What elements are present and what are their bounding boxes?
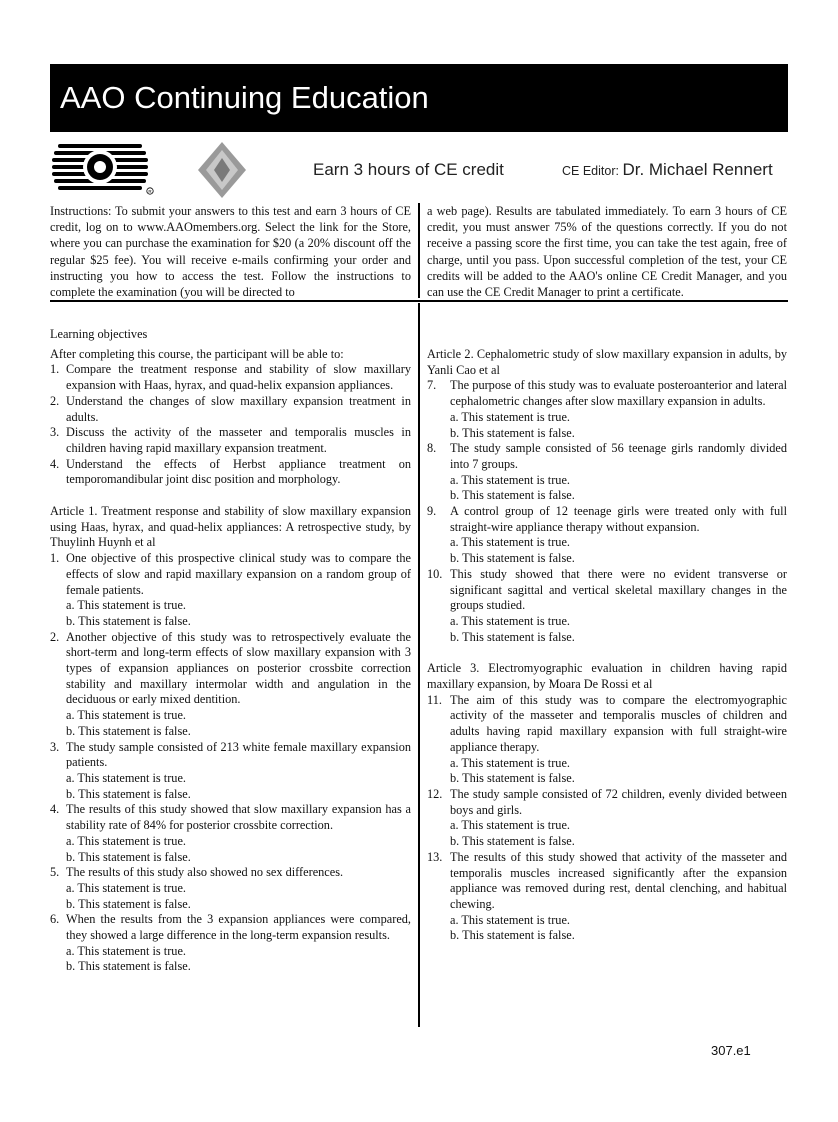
answer-option-b: b. This statement is false. [450,771,575,786]
question-11 [427,693,787,756]
ce-credit-hours: Earn 3 hours of CE credit [313,160,504,179]
objective-text: Understand the changes of slow maxillary expansion treatment in adults. [66,393,411,424]
question-2 [50,630,411,709]
ce-editor [562,160,773,180]
article-2-heading: Article 2. Cephalometric study of slow maxillary expansion in adults, by Yanli Cao et al [427,347,787,377]
question-7 [427,378,787,409]
question-text: The aim of this study was to compare the electromyographic activity of the masseter and temporalis muscles of children and adults having rapid maxillary expansion with full straight-wire appliance therapy. [450,692,787,754]
answer-option-b: b. This statement is false. [66,849,191,864]
question-text: A control group of 12 teenage girls were treated only with full straight-wire appliance therapy without expansion. [450,504,787,534]
objective-text: Compare the treatment response and stability of slow maxillary expansion with Haas, hyrax, and quad-helix expansion appliances. [66,362,411,393]
answer-option-b: b. This statement is false. [450,488,575,503]
answer-option-b: b. This statement is false. [450,629,575,644]
article-3-heading: Article 3. Electromyographic evaluation in children having rapid maxillary expansion, by Moara De Rossi et al [427,661,787,692]
answer-option-b: b. This statement is false. [450,834,575,849]
question-8 [427,441,787,472]
left-column [50,327,411,975]
article-1-heading: Article 1. Treatment response and stability of slow maxillary expansion using Haas, hyrax, and quad-helix appliances: A retrospective study, by Thuylinh Huynh et al [50,504,411,550]
question-text: The results of this study showed that slow maxillary expansion has a stability rate of 84% for posterior crossbite correction. [66,802,411,833]
objective-number: 3. [50,425,60,440]
instructions-right: a web page). Results are tabulated immediately. To earn 3 hours of CE credit, you must answer 75% of the questions correctly. If you do not receive a passing score the first time, you can take the test again, free of charge, until you pass. Upon successful completion of the test, your CE credits will be added to the AAO's online CE Credit Manager, and you can use the CE Credit Manager to print a certificate. [427,204,787,300]
objective-text: Discuss the activity of the masseter and temporalis muscles in children having rapid maxillary expansion treatment. [66,425,411,455]
svg-text:R: R [148,189,152,194]
instructions-text-start: Instructions: To submit your answers to this test and earn 3 hours of CE credit, log on to [50,204,411,235]
column-divider-top [418,203,420,298]
question-text: The study sample consisted of 72 children, evenly divided between boys and girls. [450,786,787,817]
question-text: One objective of this prospective clinical study was to compare the effects of slow and rapid maxillary expansion on a random group of female patients. [66,551,411,597]
answer-option-a: a. This statement is true. [450,912,570,927]
question-number: 6. [50,912,60,927]
question-6 [50,912,411,943]
question-text: The results of this study showed that activity of the masseter and temporalis muscles increased significantly after the expansion appliance was removed during rest, dental clenching, and habitual chewing. [450,849,787,911]
answer-option-b: b. This statement is false. [450,928,575,943]
question-text: The study sample consisted of 56 teenage girls randomly divided into 7 groups. [450,441,787,471]
right-column [427,347,787,944]
objective-text: Understand the effects of Herbst appliance treatment on temporomandibular joint disc position and morphology. [66,456,411,487]
answer-option-a: a. This statement is true. [450,472,570,487]
question-text: The study sample consisted of 213 white female maxillary expansion patients. [66,739,411,770]
question-number: 1. [50,551,60,566]
question-13 [427,850,787,913]
question-9 [427,504,787,535]
answer-option-a: a. This statement is true. [66,770,186,785]
answer-option-a: a. This statement is true. [450,613,570,628]
diamond-emblem-icon [196,140,248,200]
question-number: 10. [427,566,443,581]
answer-option-b: b. This statement is false. [450,425,575,440]
answer-option-b: b. This statement is false. [450,551,575,566]
answer-option-b: b. This statement is false. [66,896,191,911]
objective-item [50,457,411,488]
page-number: 307.e1 [711,1043,751,1058]
objective-number: 4. [50,456,60,471]
answer-option-b: b. This statement is false. [66,723,191,738]
question-12 [427,787,787,818]
answer-option-a: a. This statement is true. [66,880,186,895]
question-5 [50,865,411,881]
question-number: 13. [427,849,443,864]
objective-item [50,394,411,425]
answer-option-a: a. This statement is true. [66,833,186,848]
answer-option-b: b. This statement is false. [66,959,191,974]
question-number: 3. [50,739,60,754]
ce-editor-name: Dr. Michael Rennert [622,160,773,179]
question-number: 4. [50,802,60,817]
answer-option-a: a. This statement is true. [450,755,570,770]
ce-editor-label: CE Editor: [562,164,619,178]
objective-item [50,362,411,393]
answer-option-a: a. This statement is true. [450,535,570,550]
aao-logo-icon [50,138,158,196]
question-number: 5. [50,865,60,880]
instructions-text-end: . Select the link for the Store, where you can purchase the examination for $20 (a 20% discount off the regular $25 fee). You will receive e-mails confirming your order and instructing you how to access the test. Follow the instructions to complete the examination (you will be directed to [50,220,411,300]
question-3 [50,740,411,771]
question-text: This study showed that there were no evident transverse or significant sagittal and vertical skeletal maxillary changes in the groups studied. [450,566,787,613]
question-number: 11. [427,692,442,707]
objective-item [50,425,411,456]
answer-option-a: a. This statement is true. [450,409,570,424]
question-number: 9. [427,504,437,519]
question-text: The results of this study also showed no sex differences. [66,865,344,880]
section-divider [50,300,788,302]
question-text: The purpose of this study was to evaluate posteroanterior and lateral cephalometric changes after slow maxillary expansion in adults. [450,378,787,409]
question-number: 7. [427,378,437,393]
answer-option-a: a. This statement is true. [66,598,186,613]
objective-number: 2. [50,393,60,408]
column-divider [418,303,420,1027]
answer-option-b: b. This statement is false. [66,786,191,801]
objective-number: 1. [50,362,60,377]
page-title: AAO Continuing Education [50,64,788,132]
objectives-heading: Learning objectives [50,327,148,341]
question-text: Another objective of this study was to retrospectively evaluate the short-term and long-term effects of slow maxillary expansion with 3 types of expansion appliances on posterior crossbite correction stability and maxillary intermolar width and angulation in the deciduous or early mixed dentition. [66,629,411,707]
question-number: 2. [50,629,60,644]
answer-option-a: a. This statement is true. [66,943,186,958]
aao-members-link[interactable]: www.AAOmembers.org [137,220,258,235]
question-number: 8. [427,441,437,456]
question-number: 12. [427,786,443,801]
answer-option-a: a. This statement is true. [66,708,186,723]
objectives-intro: After completing this course, the participant will be able to: [50,346,344,361]
answer-option-b: b. This statement is false. [66,613,191,628]
question-4 [50,802,411,833]
instructions-left [50,203,411,300]
question-1 [50,551,411,598]
answer-option-a: a. This statement is true. [450,818,570,833]
question-10 [427,567,787,614]
question-text: When the results from the 3 expansion appliances were compared, they showed a large difference in the long-term expansion results. [66,912,411,943]
